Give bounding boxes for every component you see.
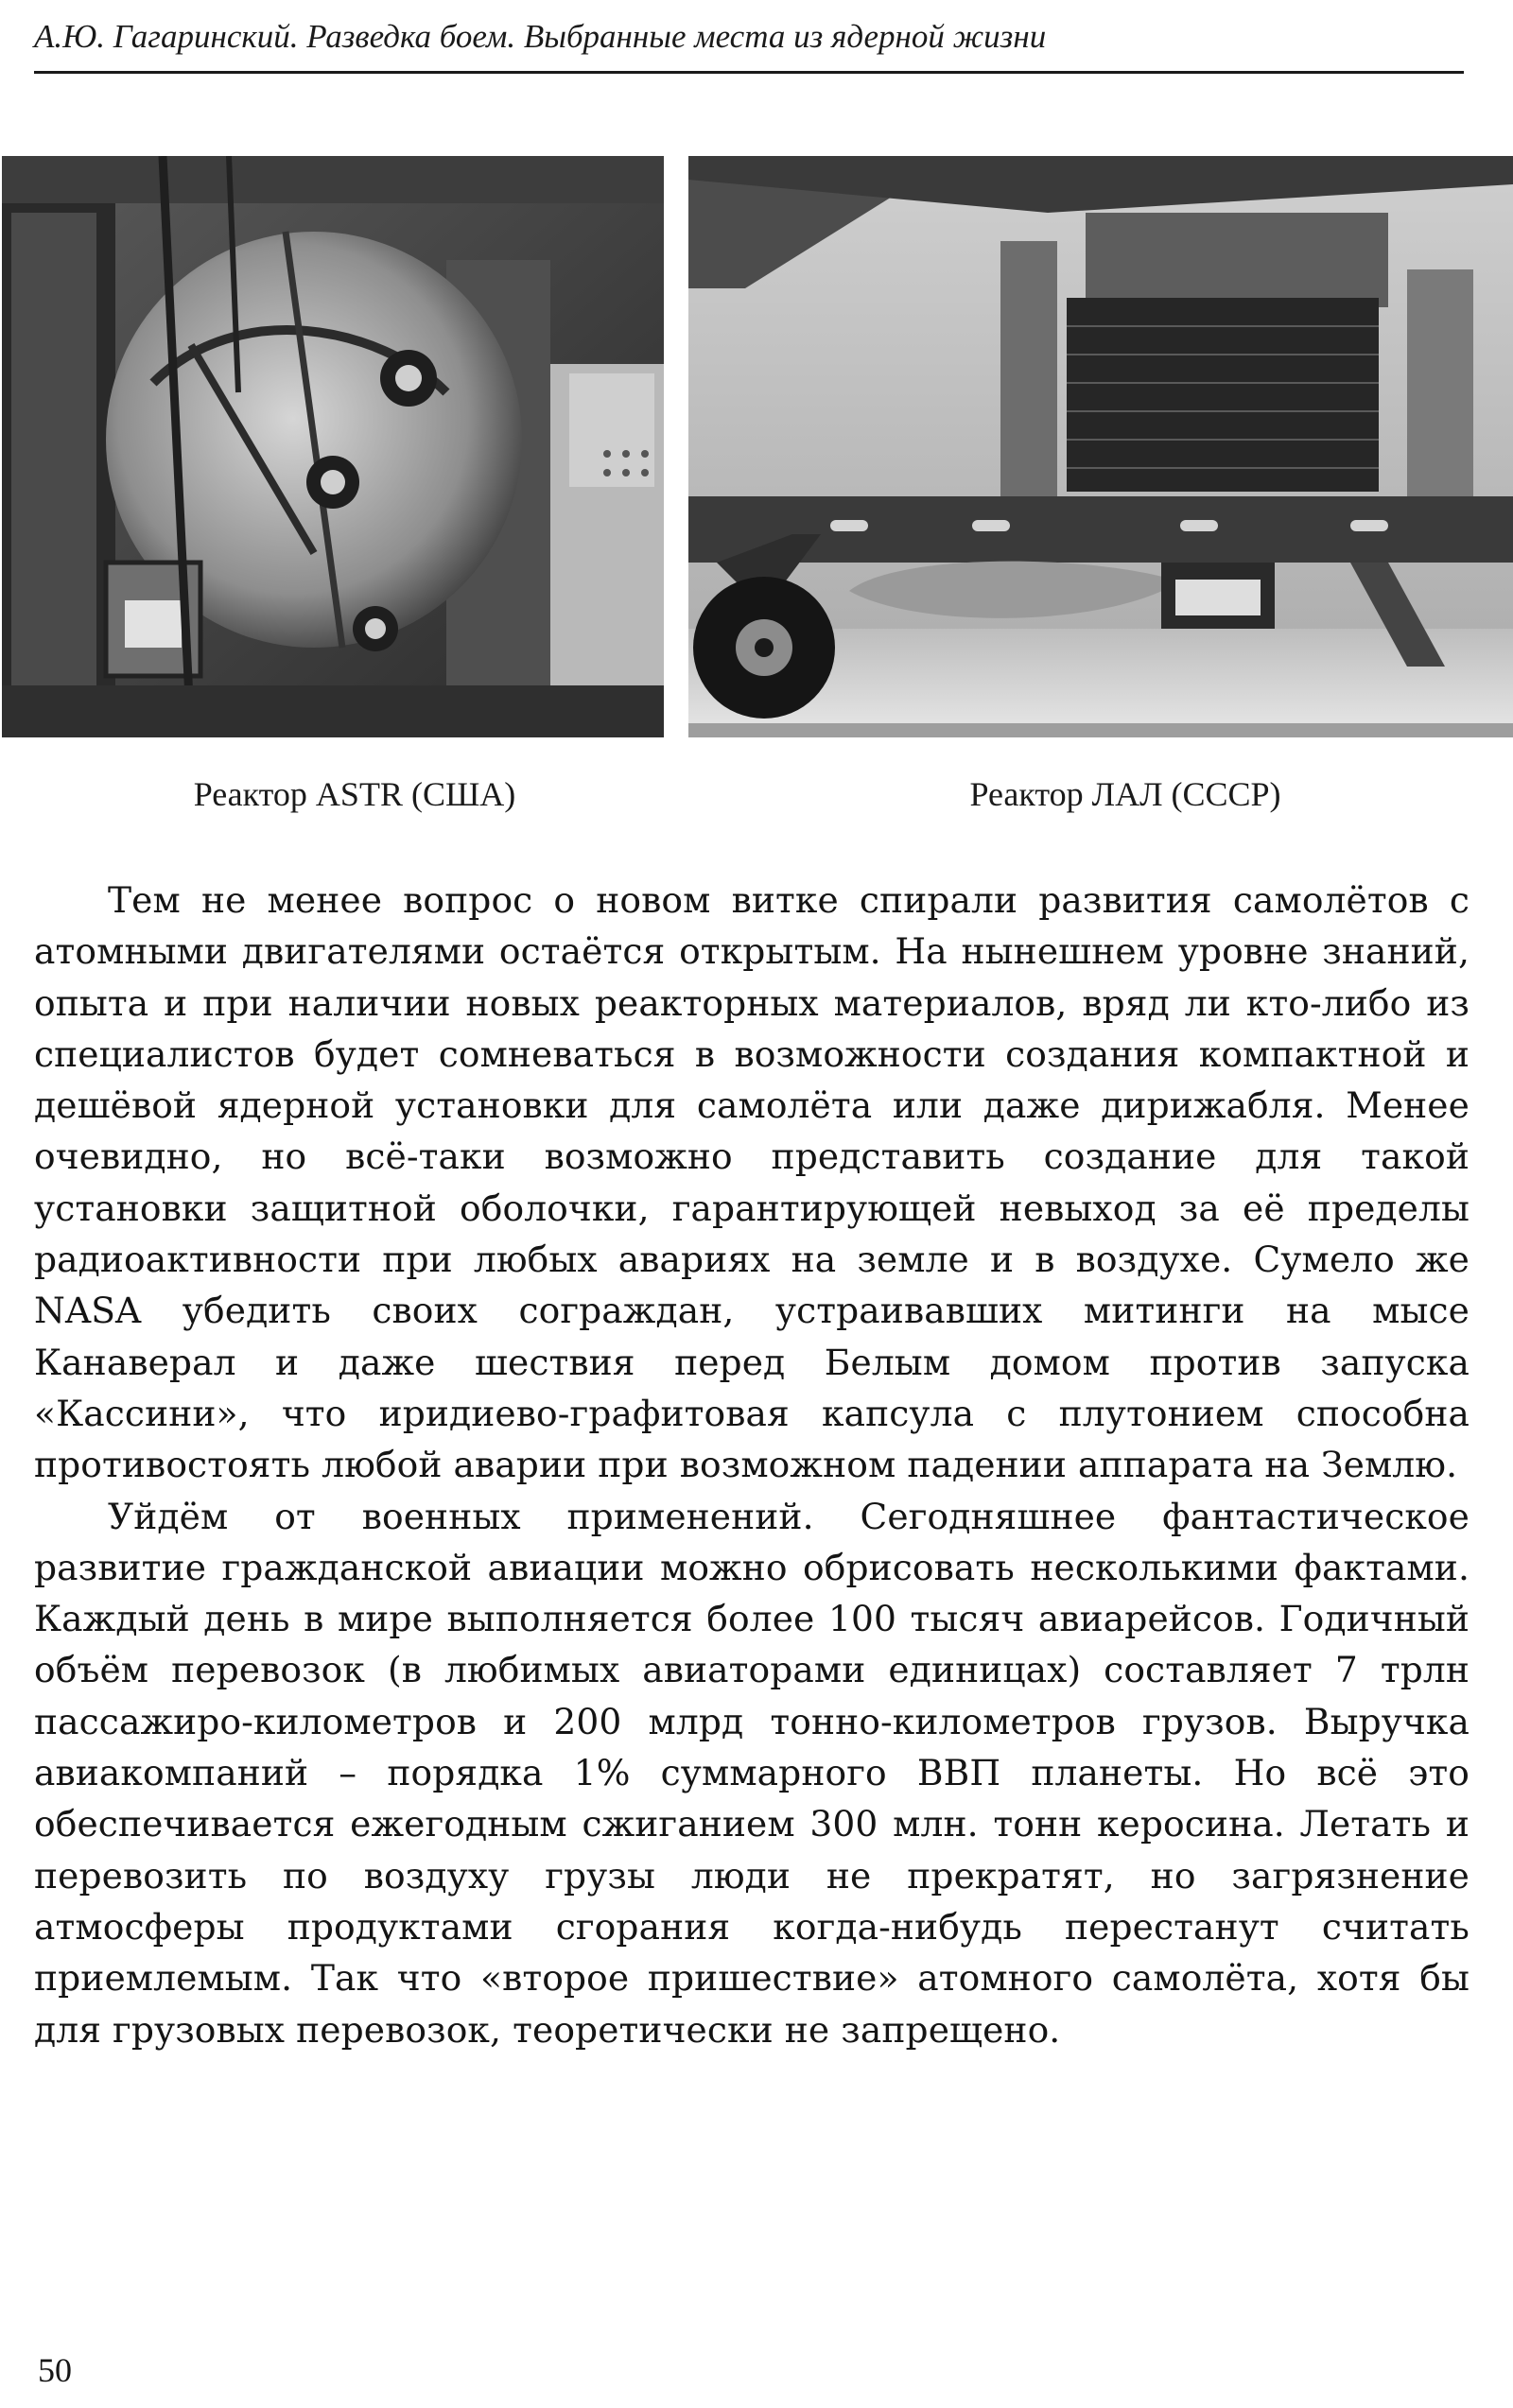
paragraph: Уйдём от военных применений. Сегодняшнее фантастическое развитие гражданской авиации можно обрисовать несколькими фактами. Каждый день в мире выполняется более 100 тысяч авиарейсов. Годичный объём перевозок (в любимых авиаторами единицах) составляет 7 трлн пассажиро-километров и 200 млрд тонно-километров грузов. Выручка авиакомпаний – порядка 1% суммарного ВВП планеты. Но всё это обеспечивается ежегодным сжиганием 300 млн. тонн керосина. Летать и перевозить по воздуху грузы люди не прекратят, но загрязнение атмосферы продуктами сгорания когда-нибудь перестанут считать приемлемым. Так что «второе пришествие» атомного самолёта, хотя бы для грузовых перевозок, теоретически не запрещено. <box>34 1495 1470 2051</box>
photo-astr-reactor <box>2 156 664 737</box>
figure-caption-astr: Реактор ASTR (США) <box>193 775 516 813</box>
astr-reactor-image <box>2 156 664 737</box>
body-text <box>34 875 1470 2055</box>
photo-lal-reactor <box>688 156 1513 737</box>
paragraph: Тем не менее вопрос о новом витке спирали развития самолётов с атомными двигателями остаётся открытым. На нынешнем уровне знаний, опыта и при наличии новых реакторных материалов, вряд ли кто-либо из специалистов будет сомневаться в возможности создания компактной и дешёвой ядерной установки для самолёта или даже дирижабля. Менее очевидно, но всё-таки возможно представить создание для такой установки защитной оболочки, гарантирующей невыход за её пределы радиоактивности при любых авариях на земле и в воздухе. Сумело же NASA убедить своих сограждан, устраивавших митинги на мысе Канаверал и даже шествия перед Белым домом против запуска «Кассини», что иридиево-графитовая капсула с плутонием способна противостоять любой аварии при возможном падении аппарата на Землю. <box>34 879 1470 1486</box>
lal-reactor-image <box>688 156 1513 737</box>
page-number: 50 <box>38 2351 72 2389</box>
figure-caption-lal: Реактор ЛАЛ (СССР) <box>969 775 1281 813</box>
header-rule <box>34 71 1464 74</box>
running-head: А.Ю. Гагаринский. Разведка боем. Выбранные места из ядерной жизни <box>34 18 1047 55</box>
